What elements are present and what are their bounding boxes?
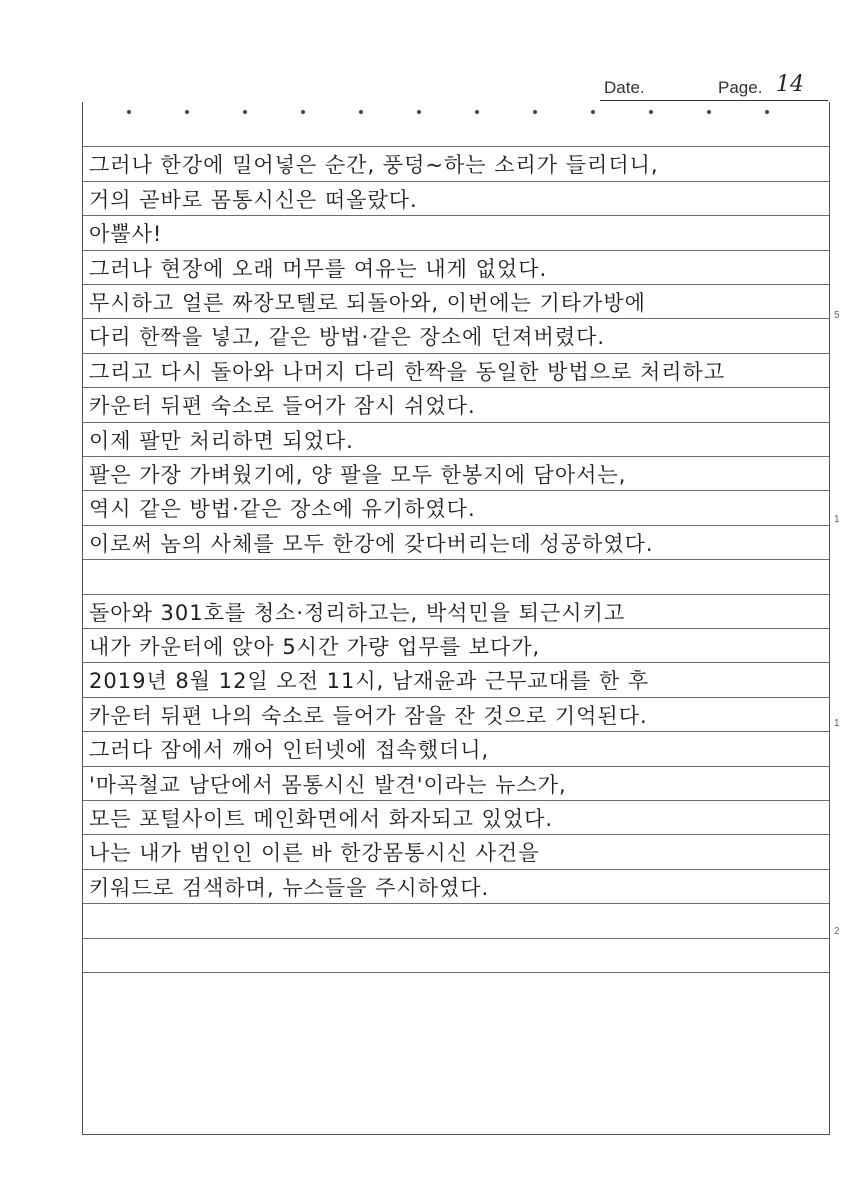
handwritten-line: 그리고 다시 돌아와 나머지 다리 한짝을 동일한 방법으로 처리하고 — [89, 359, 726, 384]
margin-mark: 1 — [834, 718, 840, 729]
handwritten-line: 무시하고 얼른 짜장모텔로 되돌아와, 이번에는 기타가방에 — [89, 291, 646, 315]
handwritten-line: 아뿔사! — [89, 222, 163, 247]
handwritten-line: 이제 팔만 처리하면 되었다. — [89, 428, 354, 453]
date-label: Date. — [604, 78, 645, 97]
margin-mark: 5 — [834, 310, 840, 321]
handwritten-line: 그러다 잠에서 깨어 인터넷에 접속했더니, — [89, 738, 490, 763]
handwritten-line: '마곡철교 남단에서 몸통시신 발견'이라는 뉴스가, — [89, 772, 567, 797]
handwritten-line: 돌아와 301호를 청소·정리하고는, 박석민을 퇴근시키고 — [89, 600, 626, 625]
handwritten-line: 역시 같은 방법·같은 장소에 유기하였다. — [89, 497, 476, 522]
handwritten-line: 팔은 가장 가벼웠기에, 양 팔을 모두 한봉지에 담아서는, — [89, 463, 627, 487]
handwritten-line: 이로써 놈의 사체를 모두 한강에 갖다버리는데 성공하였다. — [89, 531, 654, 556]
handwritten-line: 모든 포털사이트 메인화면에서 화자되고 있었다. — [89, 807, 554, 831]
page-header — [600, 74, 828, 101]
handwritten-line — [89, 940, 829, 974]
lined-sheet — [82, 102, 830, 1135]
handwritten-line: 그러나 한강에 밀어넣은 순간, 풍덩~하는 소리가 들리더니, — [89, 153, 659, 178]
handwritten-line — [89, 114, 829, 148]
handwritten-line: 2019년 8월 12일 오전 11시, 남재윤과 근무교대를 한 후 — [89, 669, 650, 694]
handwritten-line: 그러나 현장에 오래 머무를 여유는 내게 없었다. — [89, 256, 548, 281]
handwritten-line: 다리 한짝을 넣고, 같은 방법·같은 장소에 던져버렸다. — [89, 325, 606, 350]
handwritten-line: 나는 내가 범인인 이른 바 한강몸통시신 사건을 — [89, 841, 540, 866]
margin-mark: 2 — [834, 926, 840, 937]
handwritten-line: 거의 곧바로 몸통시신은 떠올랐다. — [89, 187, 418, 212]
margin-mark: 1 — [834, 514, 840, 525]
handwritten-line: 카운터 뒤편 나의 숙소로 들어가 잠을 잔 것으로 기억된다. — [89, 703, 648, 728]
handwritten-line: 내가 카운터에 앉아 5시간 가량 업무를 보다가, — [89, 635, 541, 659]
page-label: Page. — [718, 78, 763, 97]
handwritten-line: 카운터 뒤편 숙소로 들어가 잠시 쉬었다. — [89, 394, 476, 419]
handwritten-line — [89, 905, 829, 939]
page-number: 14 — [776, 72, 804, 97]
handwritten-line — [89, 561, 829, 595]
handwritten-line: 키워드로 검색하며, 뉴스들을 주시하였다. — [89, 875, 490, 900]
